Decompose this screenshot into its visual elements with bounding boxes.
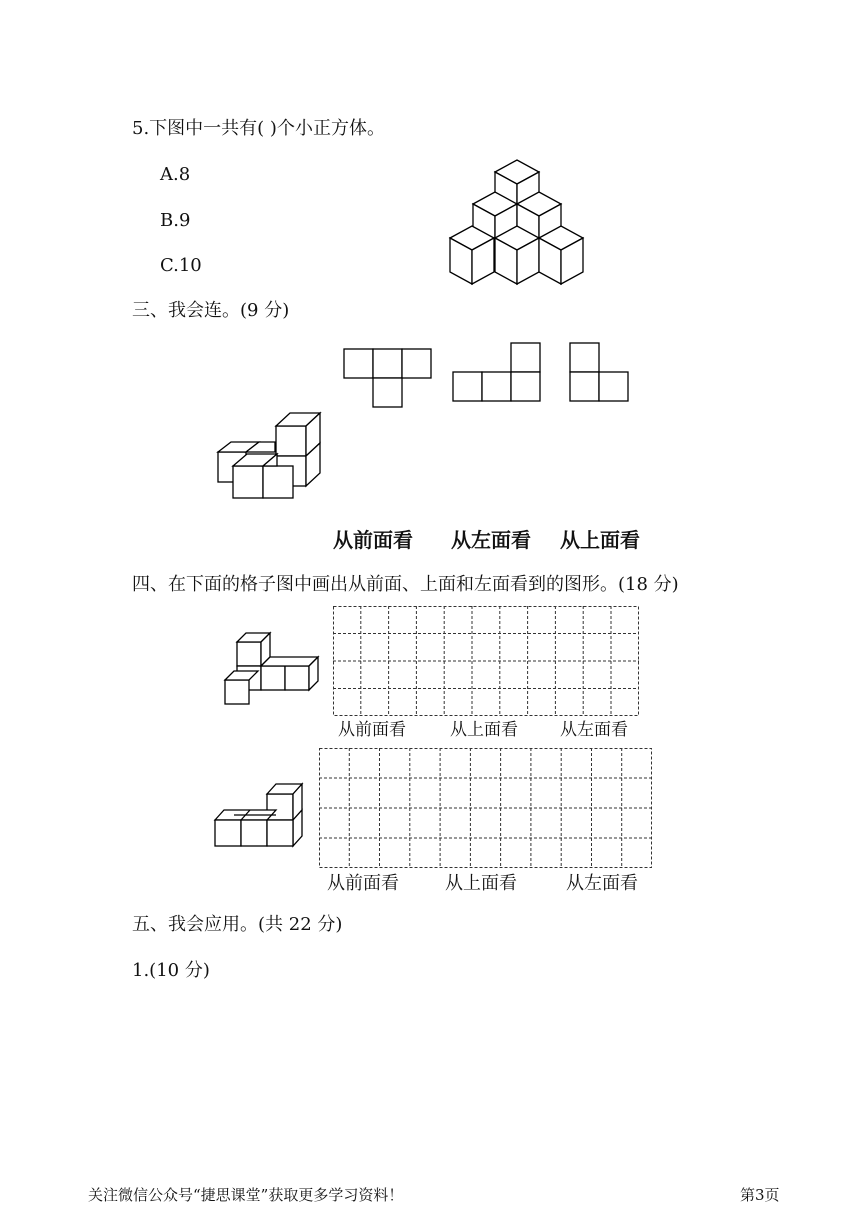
grid2-label-left: 从左面看 bbox=[566, 873, 638, 894]
section4-title: 四、在下面的格子图中画出从前面、上面和左面看到的图形。(18 分) bbox=[132, 574, 679, 595]
page-number: 第3页 bbox=[740, 1186, 780, 1204]
grid2-label-front: 从前面看 bbox=[327, 873, 399, 894]
stacked-cubes-figure-2 bbox=[222, 630, 327, 708]
stacked-cubes-figure-1 bbox=[215, 410, 325, 505]
stacked-cubes-figure-3 bbox=[212, 780, 307, 852]
q5-option-b[interactable]: B.9 bbox=[160, 210, 191, 231]
view-shape-l[interactable] bbox=[452, 342, 544, 404]
label-front-view: 从前面看 bbox=[333, 528, 413, 552]
section5-title: 五、我会应用。(共 22 分) bbox=[132, 914, 343, 935]
grid2-label-top: 从上面看 bbox=[445, 873, 517, 894]
section3-title: 三、我会连。(9 分) bbox=[132, 300, 290, 321]
drawing-grid-2[interactable] bbox=[319, 748, 652, 868]
label-top-view: 从上面看 bbox=[560, 528, 640, 552]
grid1-label-top: 从上面看 bbox=[450, 720, 518, 740]
view-shape-small-l[interactable] bbox=[569, 342, 631, 404]
cube-pyramid-figure bbox=[440, 150, 600, 290]
view-shape-t[interactable] bbox=[343, 348, 433, 408]
drawing-grid-1[interactable] bbox=[333, 606, 639, 716]
footer-note: 关注微信公众号“捷思课堂”获取更多学习资料！ bbox=[88, 1186, 404, 1204]
section5-q1: 1.(10 分) bbox=[132, 960, 210, 981]
q5-option-c[interactable]: C.10 bbox=[160, 255, 202, 276]
label-left-view: 从左面看 bbox=[451, 528, 531, 552]
grid1-label-left: 从左面看 bbox=[560, 720, 628, 740]
q5-option-a[interactable]: A.8 bbox=[160, 164, 191, 185]
q5-stem: 5.下图中一共有( )个小正方体。 bbox=[132, 118, 385, 139]
grid1-label-front: 从前面看 bbox=[338, 720, 406, 740]
